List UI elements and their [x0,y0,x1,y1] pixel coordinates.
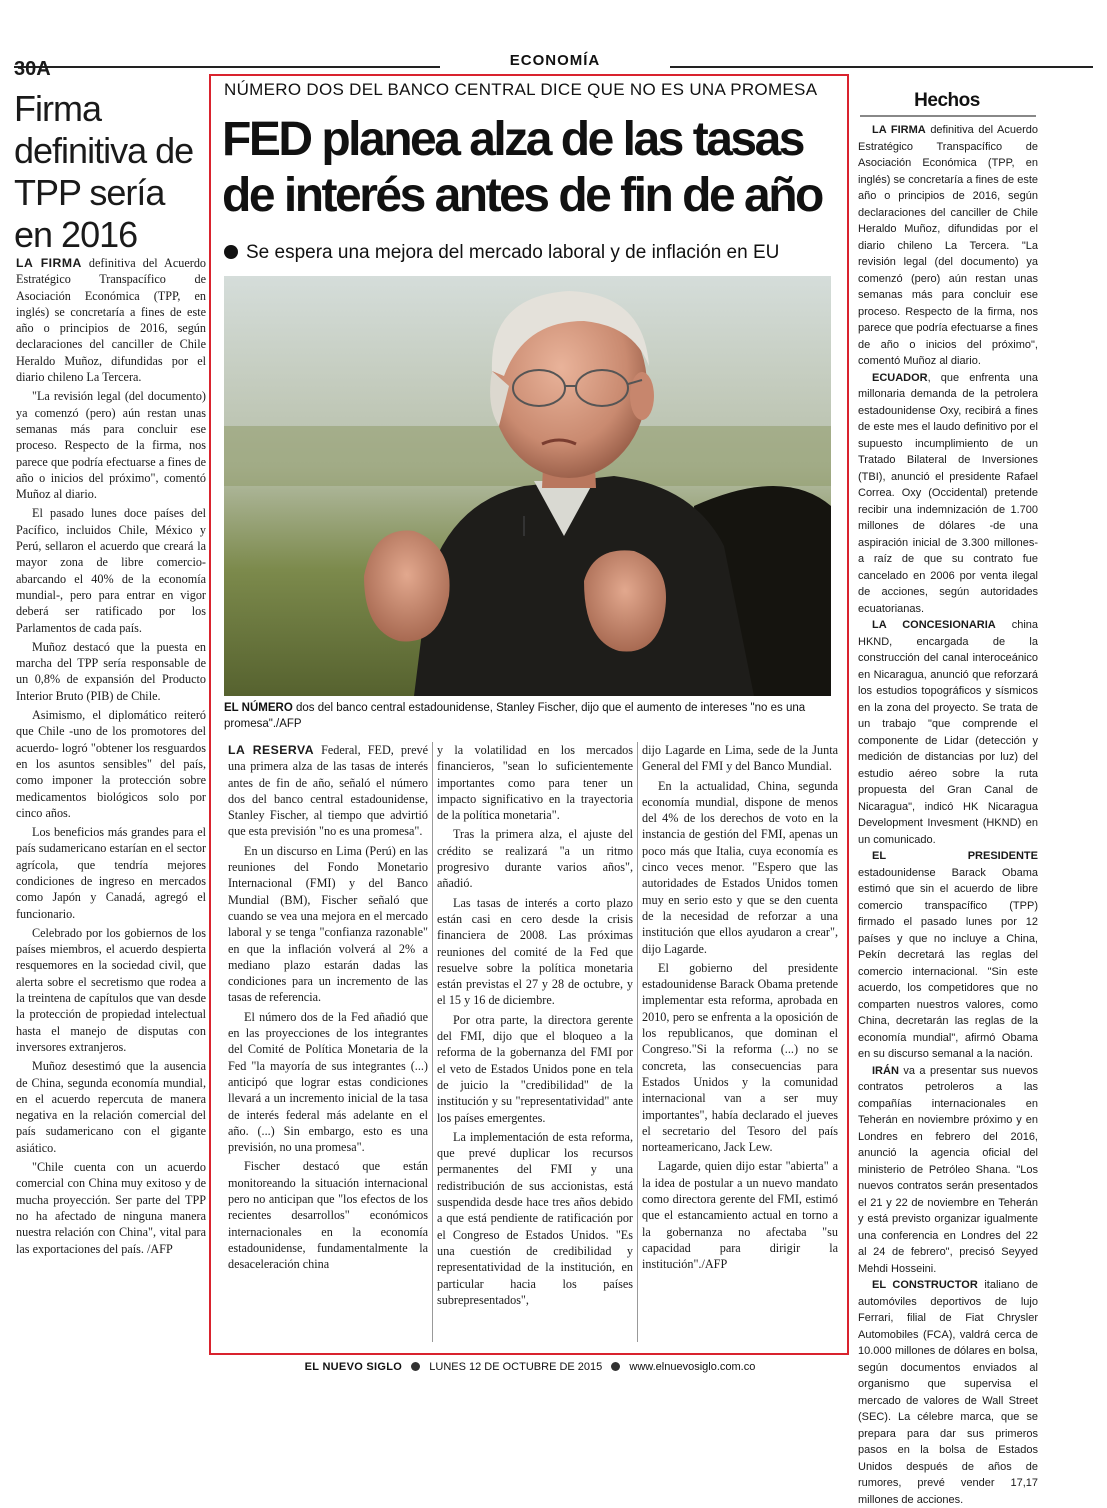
paragraph-text: Fischer destacó que están monitoreando la situación internacional pero no anticipan que "los efectos de los recientes desarrollos" económicos internacionales en la economía estadounidense, fundamentalmente la desaceleración china [228,1159,428,1272]
paragraph-text: Federal, FED, prevé una primera alza de las tasas de interés antes de fin de año, señaló el número dos del banco central estadounidense, Stanley Fischer, al tiempo que advirtió que esta previsión "no es una promesa". [228,743,428,839]
article-paragraph [16,925,206,1055]
article-paragraph [228,843,428,1006]
hechos-rule [860,115,1036,117]
paragraph-text: y la volatilidad en los mercados financieros, "sean lo suficientemente importantes como para tener un impacto significativo en la trayectoria de la política monetaria". [437,743,633,823]
caption-text: dos del banco central estadounidense, Stanley Fischer, dijo que el aumento de intereses "no es una promesa"./AFP [224,702,806,730]
column-divider [637,742,638,1342]
paragraph-lead: LA FIRMA [872,124,926,136]
paragraph-text: definitiva del Acuerdo Estratégico Transpacífico de Asociación Económica (TPP, en inglés) se concretaría a fines de este año o principios de 2016, según declaraciones del canciller de Chile Heraldo Muñoz, difundidas por el diario chileno La Tercera. [16,256,207,385]
page-number: 30A [14,58,51,80]
hechos-title: Hechos [914,90,980,111]
paragraph-text: Por otra parte, la directora gerente del FMI, dijo que el bloqueo a la reforma de la gobernanza del FMI por el veto de Estados Unidos pone en tela de juicio la "credibilidad" de la institución y su "representatividad" ante los países emergentes. [437,1012,633,1125]
paragraph-text: "La revisión legal (del documento) ya comenzó (pero) aún restan unas semanas más para concluir ese proceso. Respecto de la firma, nos parece que podría efectuarse a fines de año o inicios del próximo", comentó Muñoz al diario. [16,389,206,502]
column-divider [432,742,433,1342]
paragraph-lead: LA FIRMA [16,256,82,270]
paragraph-text: El gobierno del presidente estadounidense Barack Obama pretende implementar esta reforma, aprobada en 2010, pero se enfrenta a la oposición de los republicanos, que dominan el Congreso."Si la reforma (...) no se concreta, las consecuencias para Estados Unidos y la comunidad internacional van a ser muy importantes", había declarado el jueves el secretario del Tesoro del país norteamericano, Jack Lew. [642,960,838,1155]
article-paragraph [642,1158,838,1272]
paragraph-text: "Chile cuenta con un acuerdo comercial con China muy exitoso y de mucha proyección. Ser parte del TPP no ha afectado de ninguna manera nuestra relación con China", vital para las exportaciones del país. /AFP [16,1160,206,1256]
article-paragraph [16,1058,206,1156]
paragraph-text: , que enfrenta una millonaria demanda de la petrolera estadounidense Oxy, recibirá a fines de este mes el laudo definitivo por el supuesto incumplimiento de un Tratado Bilateral de Inversiones (TBI), anunció el presidente Rafael Correa. Oxy (Occidental) pretende recibir una indemnización de 1.700 millones de dólares -de una aspiración inicial de 3.300 millones- a raíz de que su contrato fue cancelado en 2006 por venta ilegal de acciones, según autoridades ecuatorianas. [858,371,1038,615]
paragraph-text: va a presentar sus nuevos contratos petroleros a las compañías internacionales en Teherán en noviembre próximo y en Londres en febrero del 2016, anunció la agencia oficial del ministerio de Petróleo Shana. "Los nuevos contratos serán presentados el 21 y 22 de noviembre en Teherán y está previsto organizar igualmente una conferencia en Londres del 22 al 24 de febrero", precisó Seyyed Mehdi Hosseini. [858,1064,1038,1275]
left-story-body [16,255,206,1340]
article-paragraph [437,1129,633,1308]
footer-url[interactable]: www.elnuevosiglo.com.co [629,1361,756,1373]
article-paragraph [642,778,838,957]
paragraph-text: Muñoz desestimó que la ausencia de China, segunda economía mundial, en el acuerdo repercuta de manera negativa en la relación comercial del país sudamericano con el gigante asiático. [16,1059,206,1155]
article-paragraph [642,742,838,775]
article-paragraph [858,848,1038,1063]
paragraph-text: definitiva del Acuerdo Estratégico Transpacífico de Asociación Económica (TPP, en inglés) se concretaría a fines de este año o principios de 2016, según declaraciones del canciller de Chile Heraldo Muñoz, difundidas por el diario chileno La Tercera. "La revisión legal (del documento) ya comenzó (pero) aún restan unas semanas más para concluir ese proceso. Respecto de la firma, nos parece que podría efectuarse a fines de año o inicios del próximo", comentó Muñoz al diario. [858,124,1038,367]
article-paragraph [858,122,1038,370]
article-paragraph [228,1158,428,1272]
article-paragraph [858,370,1038,618]
subhead-text: Se espera una mejora del mercado laboral y de inflación en EU [246,242,780,263]
paragraph-text: estadounidense Barack Obama estimó que sin el acuerdo de libre comercio transpacífico (TPP) firmado el pasado lunes por 12 países y que no incluye a China, Pekín decretará las reglas del comercio internacional. "Sin este acuerdo, los competidores que no comparten nuestros valores, como China, decretarán las reglas de la economía mundial", afirmó Obama en su discurso semanal a la nación. [858,866,1038,1060]
article-paragraph [858,1277,1038,1508]
footer-brand: EL NUEVO SIGLO [304,1361,403,1373]
article-paragraph [16,505,206,635]
main-story-column-1 [228,742,428,1350]
paragraph-text: El pasado lunes doce países del Pacífico, incluidos Chile, México y Perú, sellaron el acuerdo que creará la mayor zona de libre comercio- abarcando el 40% de la economía mundial-, pero para entrar en vigor deberá ser ratificado por los Parlamentos de cada país. [16,506,206,635]
headline-line-2: de interés antes de fin de año [222,169,822,222]
article-paragraph [16,824,206,922]
article-paragraph [437,826,633,891]
paragraph-lead: IRÁN [872,1064,899,1077]
paragraph-text: italiano de automóviles deportivos de lujo Ferrari, filial de Fiat Chrysler Automobiles (FCA), valdrá cerca de 10.000 millones de dólares en bolsa, según documentos enviados al organismo que supervisa el mercado de valores de Wall Street (SEC). La célebre marca, que se prepara para dar sus primeros pasos en la bolsa de Estados Unidos después de años de rumores, prevé vender 17,17 millones de acciones. [858,1279,1038,1506]
article-paragraph [228,742,428,840]
paragraph-text: Asimismo, el diplomático reiteró que Chile -uno de los promotores del acuerdo- logró "obtener los resguardos en los asuntos sensibles" del país, como imponer la protección sobre medicamentos biológicos solo por cinco años. [16,708,206,820]
main-story-column-3 [642,742,838,1350]
paragraph-text: Muñoz destacó que la puesta en marcha del TPP sería responsable de un 0,8% de expansión del Producto Interior Bruto (PIB) de Chile. [16,639,206,703]
main-story-column-2 [437,742,633,1350]
article-paragraph [16,255,206,385]
paragraph-text: dijo Lagarde en Lima, sede de la Junta General del FMI y del Banco Mundial. [642,743,838,774]
paragraph-text: En la actualidad, China, segunda economía mundial, dispone de menos del 4% de los derechos de voto en la instancia de gestión del FMI, apenas un poco más que Italia, cuya economía es cinco veces menor. "Espero que las autoridades de Estados Unidos tomen muy en serio esto y que se den cuenta de la necesidad de reforzar a una institución que ellos ayudaron a crear", dijo Lagarde. [642,778,838,956]
article-paragraph [16,1159,206,1257]
paragraph-lead: EL PRESIDENTE [872,850,1038,862]
left-story-title: Firma definitiva de TPP sería en 2016 [14,88,194,255]
main-story-kicker: NÚMERO DOS DEL BANCO CENTRAL DICE QUE NO ES UNA PROMESA [224,80,818,99]
caption-lead: EL NÚMERO [224,702,293,714]
main-story-photo [224,276,831,696]
photo-caption [224,700,834,732]
article-paragraph [437,742,633,823]
article-paragraph [858,1063,1038,1278]
paragraph-text: Tras la primera alza, el ajuste del crédito se realizará "a un ritmo progresivo durante varios años", añadió. [437,827,633,891]
paragraph-text: Los beneficios más grandes para el país sudamericano estarían en el sector agrícola, que tendría mejores condiciones de ingreso en mercados como Japón y Canadá, agregó el funcionario. [16,825,206,921]
article-paragraph [642,960,838,1156]
paragraph-text: En un discurso en Lima (Perú) en las reuniones del Fondo Monetario Internacional (FMI) y del Banco Mundial (BM), Fischer señaló que cuando se vea una mejora en el mercado laboral y se tenga "confianza razonable" en que la inflación volverá al 2% a mediano plazo estarán dadas las condiciones para un incremento de las tasas de referencia. [228,843,428,1005]
article-paragraph [228,1009,428,1156]
article-paragraph [437,895,633,1009]
paragraph-text: Lagarde, quien dijo estar "abierta" a la idea de postular a un nuevo mandato como directora gerente del FMI, estimó que el estancamiento actual en torno a la gobernanza no afectaba "su capacidad para dirigir la institución"./AFP [642,1159,838,1272]
article-paragraph [437,1012,633,1126]
paragraph-lead: ECUADOR [872,371,928,384]
paragraph-text: china HKND, encargada de la construcción del canal interoceánico en Nicaragua, anunció que reforzará los estudios topográficos y sísmicos en la zona del proyecto. Se trata de un trabajo "que comprende el componente de Lidar (detección y medición de distancias por luz) del estudio aéreo sobre la ruta propuesta del Gran Canal de Nicaragua", indicó HK Nicaragua Development Invesment (HKND) en un comunicado. [858,619,1038,846]
page-footer [210,1361,850,1373]
article-paragraph [858,617,1038,848]
paragraph-text: El número dos de la Fed añadió que en las proyecciones de los integrantes del Comité de Política Monetaria de la Fed "la mayoría de sus integrantes (...) anticipó que lograr estas condiciones llevará a un incremento inicial de la tasa de interés federal más adelante en el año. (...) Sin embargo, esto es una previsión, no una promesa". [228,1009,428,1155]
section-label: ECONOMÍA [440,52,670,69]
paragraph-lead: EL CONSTRUCTOR [872,1279,978,1291]
bullet-icon [224,245,238,259]
portrait-illustration [224,276,831,696]
hechos-body [858,122,1038,1506]
article-paragraph [16,707,206,821]
paragraph-lead: LA RESERVA [228,743,315,757]
article-paragraph [16,388,206,502]
bullet-icon [411,1362,420,1371]
headline-line-1: FED planea alza de las tasas [222,113,803,166]
article-paragraph [16,639,206,704]
footer-date: LUNES 12 DE OCTUBRE DE 2015 [429,1361,603,1373]
paragraph-text: Celebrado por los gobiernos de los países miembros, el acuerdo despierta resquemores en la sociedad civil, que alerta sobre el secretismo que rodea a la treintena de capítulos que van desde la protección de propiedad intelectual hasta el manejo de disputas con inversores extranjeros. [16,925,206,1054]
bullet-icon [611,1362,620,1371]
paragraph-lead: LA CONCESIONARIA [872,619,996,631]
paragraph-text: Las tasas de interés a corto plazo están casi en cero desde la crisis financiera de 2008. Las próximas reuniones del comité de la Fed que resuelve sobre la política monetaria están previstas el 27 y 28 de octubre, y el 15 y 16 de diciembre. [437,895,633,1008]
main-story-subhead [224,242,844,264]
paragraph-text: La implementación de esta reforma, que prevé duplicar los recursos permanentes del FMI y una redistribución de sus accionistas, está suspendida desde hace tres años debido a que está pendiente de ratificación por el Congreso de Estados Unidos. "Es una cuestión de credibilidad y representatividad de la institución, en particular hacia los países subrepresentados", [437,1129,633,1307]
main-story-headline [222,112,842,224]
